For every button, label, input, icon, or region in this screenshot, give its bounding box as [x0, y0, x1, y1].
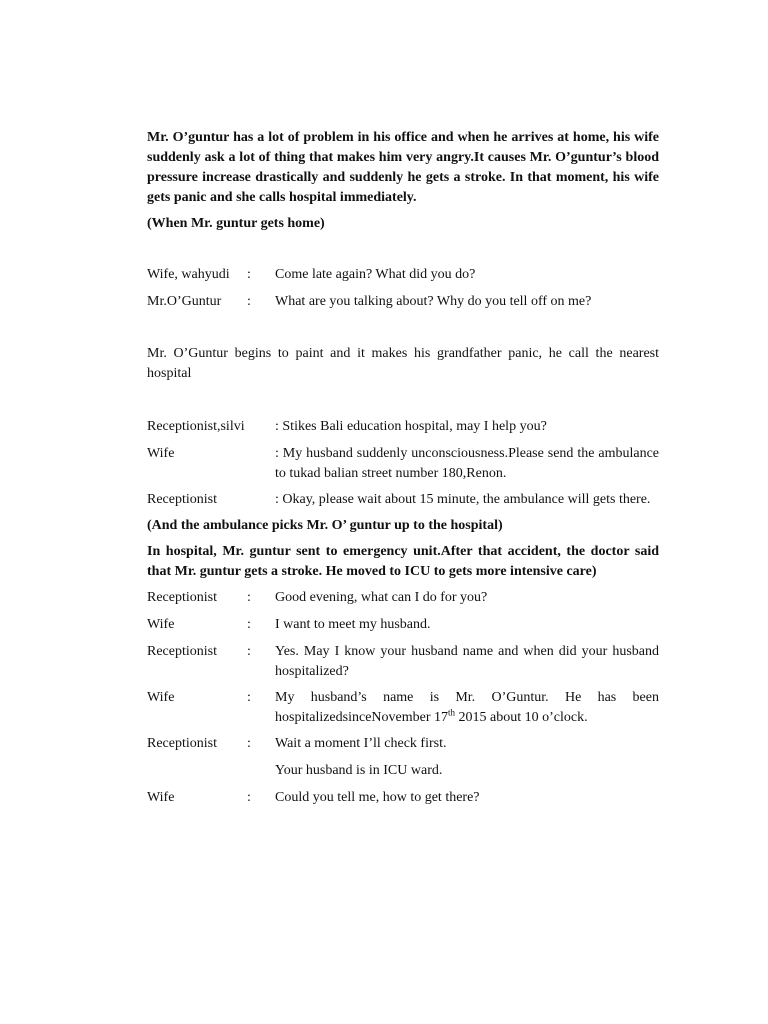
line-text: Wait a moment I’ll check first.	[275, 736, 447, 751]
line-text: : Stikes Bali education hospital, may I help you?	[275, 419, 547, 434]
scene-heading-hospital: In hospital, Mr. guntur sent to emergency unit.After that accident, the doctor said that Mr. guntur gets a stroke. He moved to ICU to gets more intensive care)	[147, 544, 659, 579]
narration: Mr. O’Guntur begins to paint and it makes his grandfather panic, he call the nearest hospital	[147, 346, 659, 381]
line-text: Good evening, what can I do for you?	[275, 590, 488, 605]
speaker: Wife	[147, 690, 175, 705]
separator: :	[247, 790, 251, 805]
line-text: I want to meet my husband.	[275, 617, 431, 632]
speaker: Receptionist	[147, 736, 217, 751]
speaker: Wife	[147, 790, 175, 805]
dialogue-line	[147, 588, 659, 608]
separator: :	[247, 644, 251, 659]
document-page	[147, 128, 659, 808]
intro-paragraph: Mr. O’guntur has a lot of problem in his office and when he arrives at home, his wife suddenly ask a lot of thing that makes him very angry.It causes Mr. O’guntur’s blood pressure increase drastically and suddenly he gets a stroke. In that moment, his wife gets panic and she calls hospital immediately.	[147, 130, 659, 205]
dialogue-line	[147, 642, 659, 682]
ordinal-suffix: th	[448, 707, 456, 718]
line-text-part: 2015 about 10 o’clock.	[455, 710, 588, 725]
line-text-part: My husband’s name is Mr. O’Guntur. He has been hospitalizedsinceNovember 17	[275, 690, 659, 725]
dialogue-line	[147, 734, 659, 754]
line-text: What are you talking about? Why do you tell off on me?	[275, 294, 592, 309]
dialogue-line	[147, 417, 659, 437]
separator: :	[247, 267, 251, 282]
speaker: Receptionist	[147, 644, 217, 659]
line-text: Yes. May I know your husband name and when did your husband hospitalized?	[275, 644, 659, 679]
separator: :	[247, 617, 251, 632]
line-text	[275, 688, 659, 728]
dialogue-line	[147, 265, 659, 285]
separator: :	[247, 294, 251, 309]
scene-heading-home: (When Mr. guntur gets home)	[147, 216, 325, 231]
line-text: Could you tell me, how to get there?	[275, 790, 480, 805]
speaker: Wife	[147, 617, 175, 632]
speaker: Wife, wahyudi	[147, 267, 230, 282]
speaker: Receptionist	[147, 590, 217, 605]
speaker: Wife	[147, 446, 175, 461]
separator: :	[247, 590, 251, 605]
line-text: Come late again? What did you do?	[275, 267, 476, 282]
line-text: Your husband is in ICU ward.	[275, 763, 443, 778]
separator: :	[247, 736, 251, 751]
speaker: Receptionist	[147, 492, 217, 507]
line-text: : My husband suddenly unconsciousness.Please send the ambulance to tukad balian street number 180,Renon.	[275, 446, 659, 481]
dialogue-line	[147, 490, 659, 510]
speaker: Mr.O’Guntur	[147, 294, 222, 309]
scene-heading-ambulance: (And the ambulance picks Mr. O’ guntur up to the hospital)	[147, 518, 503, 533]
speaker: Receptionist,silvi	[147, 419, 245, 434]
line-text: : Okay, please wait about 15 minute, the ambulance will gets there.	[275, 492, 651, 507]
separator: :	[247, 690, 251, 705]
dialogue-line	[147, 788, 659, 808]
dialogue-line	[147, 688, 659, 728]
dialogue-line	[147, 615, 659, 635]
dialogue-line	[147, 444, 659, 484]
dialogue-line	[147, 761, 659, 781]
dialogue-line	[147, 292, 659, 312]
